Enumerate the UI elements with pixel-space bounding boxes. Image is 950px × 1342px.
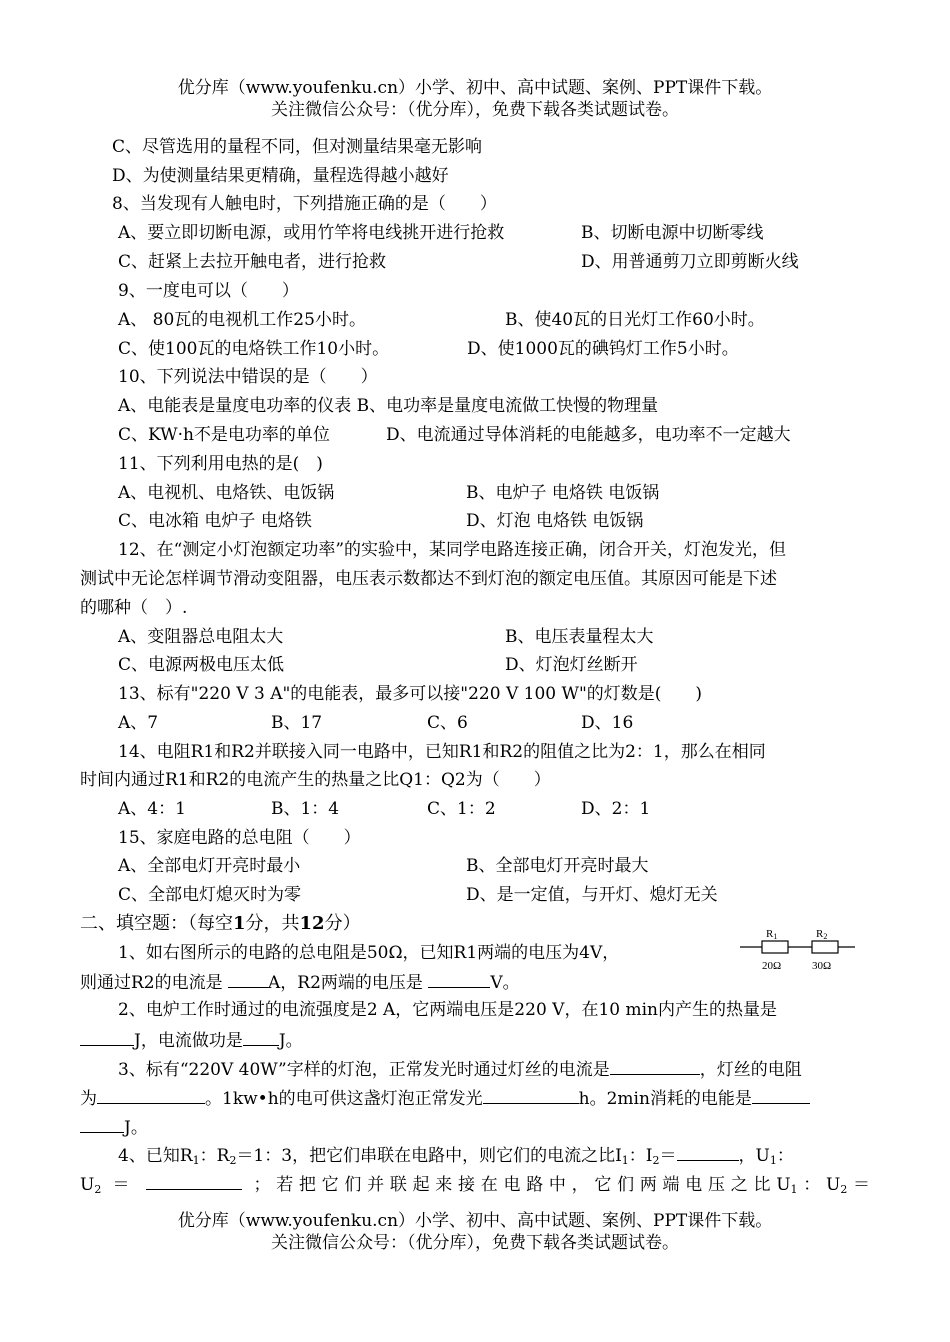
q12-stem-line-3: 的哪种（ ）. <box>80 598 188 618</box>
q13-option-c: C、6 <box>427 713 468 733</box>
fill-3-blank-current[interactable] <box>610 1058 700 1075</box>
q10-option-d: D、电流通过导体消耗的电能越多，电功率不一定越大 <box>386 425 791 445</box>
q13-option-d: D、16 <box>581 713 634 733</box>
fill-4-line-2: $U_2$ ＝ ；若把它们并联起来接在电路中，它们两端电压之比$U_1$：$U_2=$ <box>80 1175 871 1196</box>
fill-1-line-2: 则通过R2的电流是 A，R2两端的电压是 V。 <box>80 973 520 993</box>
q9-option-b: B、使40瓦的日光灯工作60小时。 <box>505 310 765 330</box>
q12-stem-line-1: 12、在“测定小灯泡额定功率”的实验中，某同学电路连接正确，闭合开关，灯泡发光，但 <box>118 540 787 560</box>
r2-label: R2 <box>816 928 828 941</box>
q11-option-d: D、灯泡 电烙铁 电饭锅 <box>466 511 644 531</box>
q13-option-b: B、17 <box>271 713 323 733</box>
q9-stem: 9、一度电可以（ ） <box>118 281 299 301</box>
r1-value: 20Ω <box>762 960 782 972</box>
q14-option-d: D、2：1 <box>581 799 651 819</box>
q8-stem: 8、当发现有人触电时，下列措施正确的是（ ） <box>112 194 497 214</box>
q14-option-c: C、1：2 <box>427 799 496 819</box>
fill-3-line-1: 3、标有“220V 40W”字样的灯泡，正常发光时通过灯丝的电流是 ，灯丝的电阻 <box>118 1060 802 1080</box>
q11-option-c: C、电冰箱 电炉子 电烙铁 <box>118 511 312 531</box>
header-line-1: 优分库（www.youfenku.cn）小学、初中、高中试题、案例、PPT课件下载。 <box>177 78 773 98</box>
q11-stem: 11、下列利用电热的是( ) <box>118 454 323 474</box>
q8-option-c: C、赶紧上去拉开触电者，进行抢救 <box>118 252 387 272</box>
q13-option-a: A、7 <box>118 713 159 733</box>
fill-1-line-1: 1、如右图所示的电路的总电阻是50Ω，已知R1两端的电压为4V， <box>118 943 620 963</box>
q12-option-a: A、变阻器总电阻太大 <box>118 627 284 647</box>
q9-option-a: A、 80瓦的电视机工作25小时。 <box>118 310 366 330</box>
fill-3-blank-resistance[interactable] <box>97 1087 205 1104</box>
fill-2-blank-heat[interactable] <box>80 1029 134 1046</box>
q15-option-d: D、是一定值，与开灯、熄灯无关 <box>466 885 718 905</box>
fill-1-blank-voltage[interactable] <box>428 971 490 988</box>
fill-3-line-2: 为 。1kw•h的电可供这盏灯泡正常发光 h。2min消耗的电能是 <box>80 1087 810 1109</box>
q15-option-b: B、全部电灯开亮时最大 <box>466 856 649 876</box>
series-circuit-diagram <box>740 925 860 975</box>
fill-4-line-1: 4、已知$R_1$：$R_2=1$：3，把它们串联在电路中，则它们的电流之比$I_1$：$I_2=$ ，$U_1$： <box>118 1146 794 1167</box>
fill-3-blank-hours[interactable] <box>483 1087 579 1104</box>
q12-option-d: D、灯泡灯丝断开 <box>505 655 638 675</box>
footer-line-1: 优分库（www.youfenku.cn）小学、初中、高中试题、案例、PPT课件下载。 <box>177 1211 773 1231</box>
q12-stem-line-2: 测试中无论怎样调节滑动变阻器，电压表示数都达不到灯泡的额定电压值。其原因可能是下述 <box>80 569 777 589</box>
q14-option-a: A、4：1 <box>118 799 186 819</box>
fill-4-blank-voltage-ratio[interactable] <box>146 1173 242 1190</box>
q14-option-b: B、1：4 <box>271 799 340 819</box>
q8-option-d: D、用普通剪刀立即剪断火线 <box>581 252 799 272</box>
fill-2-line-2: J，电流做功是 J。 <box>80 1029 303 1051</box>
resistor-r2 <box>812 941 838 953</box>
q8-option-a: A、要立即切断电源，或用竹竿将电线挑开进行抢救 <box>118 223 505 243</box>
q15-option-c: C、全部电灯熄灭时为零 <box>118 885 302 905</box>
section-2-heading: 二、填空题：（每空1分，共12分） <box>80 913 361 934</box>
q7-option-c: C、尽管选用的量程不同，但对测量结果毫无影响 <box>112 137 483 157</box>
q7-option-d: D、为使测量结果更精确，量程选得越小越好 <box>112 166 449 186</box>
q10-stem: 10、下列说法中错误的是（ ） <box>118 367 378 387</box>
footer-line-2: 关注微信公众号：（优分库），免费下载各类试题试卷。 <box>271 1233 679 1253</box>
fill-2-line-1: 2、电炉工作时通过的电流强度是2 A，它两端电压是220 V，在10 min内产生的热量是 <box>118 1000 777 1020</box>
fill-3-blank-energy[interactable] <box>752 1087 810 1104</box>
q14-stem-line-1: 14、电阻R1和R2并联接入同一电路中，已知R1和R2的阻值之比为2：1，那么在相同 <box>118 742 766 762</box>
q11-option-b: B、电炉子 电烙铁 电饭锅 <box>466 483 660 503</box>
r2-value: 30Ω <box>812 960 832 972</box>
fill-3-blank-energy-cont[interactable] <box>80 1116 124 1133</box>
resistor-r1 <box>762 941 788 953</box>
q15-stem: 15、家庭电路的总电阻（ ） <box>118 828 361 848</box>
fill-4-blank-current-ratio[interactable] <box>677 1144 739 1161</box>
q14-stem-line-2: 时间内通过R1和R2的电流产生的热量之比Q1：Q2为（ ） <box>80 770 551 790</box>
q11-option-a: A、电视机、电烙铁、电饭锅 <box>118 483 335 503</box>
fill-3-line-3: J。 <box>80 1116 148 1138</box>
fill-1-blank-current[interactable] <box>228 971 268 988</box>
q9-option-d: D、使1000瓦的碘钨灯工作5小时。 <box>467 339 739 359</box>
fill-2-blank-work[interactable] <box>243 1029 279 1046</box>
q8-option-b: B、切断电源中切断零线 <box>581 223 764 243</box>
q12-option-c: C、电源两极电压太低 <box>118 655 285 675</box>
q10-option-ab: A、电能表是量度电功率的仪表 B、电功率是量度电流做工快慢的物理量 <box>118 396 659 416</box>
q12-option-b: B、电压表量程太大 <box>505 627 654 647</box>
q15-option-a: A、全部电灯开亮时最小 <box>118 856 301 876</box>
q10-option-c: C、KW·h不是电功率的单位 <box>118 425 330 445</box>
q13-stem: 13、标有"220 V 3 A"的电能表，最多可以接"220 V 100 W"的灯数是( ) <box>118 684 703 704</box>
r1-label: R1 <box>766 928 778 941</box>
header-line-2: 关注微信公众号：（优分库），免费下载各类试题试卷。 <box>271 100 679 120</box>
q9-option-c: C、使100瓦的电烙铁工作10小时。 <box>118 339 390 359</box>
